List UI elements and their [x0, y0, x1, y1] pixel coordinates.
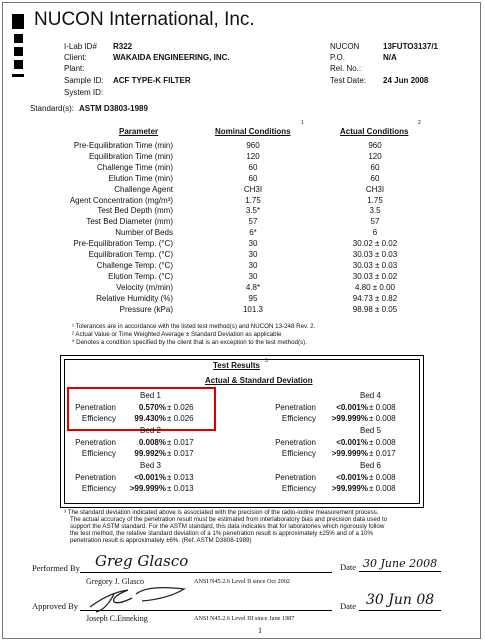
field-label: System ID: — [64, 88, 104, 97]
nominal-cell: 60 — [248, 173, 258, 183]
client-value: WAKAIDA ENGINEERING, INC. — [113, 53, 230, 62]
note-line: penetration result is approximately ±6%. (Ref. ASTM D3808-1989) — [70, 537, 252, 544]
approved-by-name: Joseph C.Enneking — [86, 614, 148, 623]
test-date-value: 24 Jun 2008 — [383, 76, 429, 85]
approved-by-cert: ANSI N45.2.6 Level III since June 1987 — [194, 615, 295, 622]
performed-by-label: Performed By — [32, 563, 80, 573]
nominal-cell: 960 — [246, 141, 260, 150]
penetration-value: <0.001% — [134, 473, 166, 482]
efficiency-value: >99.999% — [331, 414, 368, 423]
bed-name: Bed 2 — [140, 426, 161, 435]
bed-name: Bed 4 — [360, 391, 381, 400]
standards-value: ASTM D3803-1989 — [79, 104, 148, 113]
footnote: * Denotes a condition specified by the client that is an exception to the test method(s). — [72, 339, 307, 346]
penetration-label: Penetration — [275, 473, 316, 482]
nucon-number-value: 13FUTO3137/1 — [383, 42, 438, 51]
nominal-cell: 30 — [248, 260, 258, 270]
parameter-cell: Challenge Temp. (°C) — [96, 260, 173, 270]
efficiency-label: Efficiency — [81, 484, 116, 493]
parameter-cell: Challenge Agent — [114, 184, 173, 194]
efficiency-value: >99.999% — [331, 449, 368, 458]
penetration-sd: ± 0.013 — [167, 473, 194, 482]
penetration-sd: ± 0.026 — [167, 403, 194, 412]
efficiency-value: >99.999% — [331, 484, 368, 493]
performed-by-signature: Greg Glasco — [95, 552, 189, 570]
performed-date-value: 30 June 2008 — [363, 557, 438, 570]
actual-cell: 4.80 ± 0.00 — [355, 282, 395, 292]
note-line: support the ASTM standard. For the ASTM standard, this data indicates that for laboratories which rigorously follow — [70, 523, 385, 530]
penetration-label: Penetration — [75, 403, 116, 412]
efficiency-sd: ± 0.026 — [167, 414, 194, 423]
approved-date-line — [359, 610, 441, 611]
po-value: N/A — [383, 53, 397, 62]
penetration-sd: ± 0.017 — [167, 438, 194, 447]
company-name: NUCON International, Inc. — [34, 9, 255, 30]
performed-by-cert: ANSI N45.2.6 Level II since Oct 2002 — [194, 578, 290, 585]
actual-cell: 1.75 — [367, 195, 383, 205]
penetration-sd: ± 0.008 — [369, 438, 396, 447]
actual-cell: 30.03 ± 0.02 — [352, 271, 398, 281]
efficiency-label: Efficiency — [281, 414, 316, 423]
penetration-label: Penetration — [75, 438, 116, 447]
performed-by-line — [80, 572, 332, 573]
efficiency-sd: ± 0.008 — [369, 414, 396, 423]
nominal-cell: 60 — [248, 162, 258, 172]
footnote: ² Actual Value or Time Weighted Average ± Standard Deviation as applicable — [72, 331, 282, 338]
note-line: the test method, the relative standard deviation of a 1% penetration result is approximately ±25% and of a 10% — [70, 530, 373, 537]
note-line: The actual accuracy of the penetration result must be estimated from interlaboratory bias and precision data used to — [70, 516, 388, 523]
efficiency-value: 99.992% — [134, 449, 166, 458]
penetration-value: 0.570% — [138, 403, 166, 412]
note-line: ³ The standard deviation indicated above is associated with the precision of the radio-iodine measurement process. — [64, 509, 379, 516]
field-label: I-Lab ID# — [64, 42, 97, 51]
parameter-cell: Test Bed Depth (mm) — [97, 206, 173, 216]
nominal-cell: 57 — [248, 217, 258, 227]
parameter-cell: Equilibration Time (min) — [88, 151, 173, 161]
approved-date-value: 30 Jun 08 — [366, 592, 435, 608]
field-label: Rel. No.: — [330, 64, 362, 73]
parameter-cell: Pressure (kPa) — [119, 304, 173, 314]
actual-cell: 30.03 ± 0.03 — [352, 250, 398, 259]
nominal-cell: 95 — [248, 293, 258, 303]
approved-by-label: Approved By — [32, 601, 79, 611]
actual-header: Actual Conditions — [340, 127, 409, 136]
bed-name: Bed 5 — [360, 426, 381, 435]
field-label: P.O. — [330, 53, 345, 62]
nominal-cell: 30 — [248, 239, 258, 249]
test-results-subtitle: Actual & Standard Deviation — [205, 376, 313, 385]
nominal-cell: 3.5* — [245, 206, 261, 216]
efficiency-value: >99.999% — [129, 484, 166, 493]
nominal-cell: 1.75 — [245, 195, 261, 205]
actual-cell: 98.98 ± 0.05 — [352, 304, 398, 314]
efficiency-label: Efficiency — [281, 484, 316, 493]
penetration-value: <0.001% — [336, 403, 368, 412]
actual-cell: 60 — [370, 162, 380, 172]
penetration-value: <0.001% — [336, 438, 368, 447]
parameter-cell: Relative Humidity (%) — [96, 293, 173, 303]
actual-cell: 6 — [372, 228, 378, 238]
actual-cell: 30.03 ± 0.03 — [352, 260, 398, 270]
actual-header-sup: 2 — [418, 120, 421, 126]
nominal-cell: 30 — [248, 271, 258, 281]
parameter-cell: Number of Beds — [115, 228, 173, 238]
performed-date-line — [359, 571, 441, 572]
parameter-header: Parameter — [119, 127, 159, 136]
penetration-sd: ± 0.008 — [369, 473, 396, 482]
penetration-label: Penetration — [75, 473, 116, 482]
lab-id-value: R322 — [113, 42, 133, 51]
actual-cell: 30.02 ± 0.02 — [352, 239, 398, 249]
field-label: Plant: — [64, 64, 85, 73]
sample-id-value: ACF TYPE-K FILTER — [113, 76, 191, 85]
date-label: Date — [340, 601, 357, 611]
efficiency-sd: ± 0.017 — [167, 449, 194, 458]
nominal-cell: 101.3 — [242, 304, 264, 314]
penetration-sd: ± 0.008 — [369, 403, 396, 412]
approved-by-signature — [84, 580, 204, 614]
efficiency-value: 99.430% — [134, 414, 166, 423]
parameter-cell: Elution Temp. (°C) — [108, 271, 173, 281]
field-label: Client: — [64, 53, 87, 62]
penetration-value: 0.008% — [138, 438, 166, 447]
efficiency-label: Efficiency — [81, 449, 116, 458]
penetration-value: <0.001% — [336, 473, 368, 482]
parameter-cell: Challenge Time (min) — [96, 162, 173, 172]
performed-by-name: Gregory J. Glasco — [86, 577, 144, 586]
field-label: Test Date: — [330, 76, 367, 85]
parameter-cell: Agent Concentration (mg/m³) — [69, 195, 173, 205]
parameter-cell: Elution Time (min) — [108, 173, 173, 183]
parameter-cell: Equilibration Temp. (°C) — [88, 250, 173, 259]
page-number: 1 — [258, 626, 262, 635]
nominal-cell: CH3I — [243, 184, 263, 194]
efficiency-sd: ± 0.013 — [167, 484, 194, 493]
parameter-cell: Test Bed Diameter (mm) — [86, 217, 173, 227]
bed-name: Bed 1 — [140, 391, 161, 400]
actual-cell: 57 — [370, 217, 380, 227]
nominal-cell: 6* — [249, 228, 257, 238]
nominal-header: Nominal Conditions — [215, 127, 291, 136]
efficiency-sd: ± 0.017 — [369, 449, 396, 458]
actual-cell: 60 — [370, 173, 380, 183]
field-label: NUCON — [330, 42, 360, 51]
actual-cell: 120 — [368, 151, 382, 161]
bed-name: Bed 6 — [360, 461, 381, 470]
efficiency-sd: ± 0.008 — [369, 484, 396, 493]
efficiency-label: Efficiency — [281, 449, 316, 458]
actual-cell: 3.5 — [369, 206, 381, 216]
actual-cell: 960 — [368, 141, 382, 150]
actual-cell: CH3I — [365, 184, 385, 194]
nominal-header-sup: 1 — [301, 120, 304, 126]
parameter-cell: Pre-Equilibration Time (min) — [73, 141, 173, 150]
field-label: Sample ID: — [64, 76, 104, 85]
nominal-cell: 120 — [246, 151, 260, 161]
bed-name: Bed 3 — [140, 461, 161, 470]
actual-cell: 94.73 ± 0.82 — [352, 293, 398, 303]
nominal-cell: 4.8* — [245, 282, 261, 292]
nominal-cell: 30 — [248, 250, 258, 259]
footnote: ¹ Tolerances are in accordance with the listed test method(s) and NUCON 13-248 Rev. 2. — [72, 323, 316, 330]
test-results-sup: 3 — [265, 358, 268, 364]
test-results-title: Test Results — [213, 361, 260, 370]
parameter-cell: Velocity (m/min) — [116, 282, 173, 292]
efficiency-label: Efficiency — [81, 414, 116, 423]
penetration-label: Penetration — [275, 438, 316, 447]
parameter-cell: Pre-Equilibration Temp. (°C) — [73, 239, 173, 249]
standards-label: Standard(s): — [30, 104, 75, 113]
date-label: Date — [340, 562, 357, 572]
penetration-label: Penetration — [275, 403, 316, 412]
